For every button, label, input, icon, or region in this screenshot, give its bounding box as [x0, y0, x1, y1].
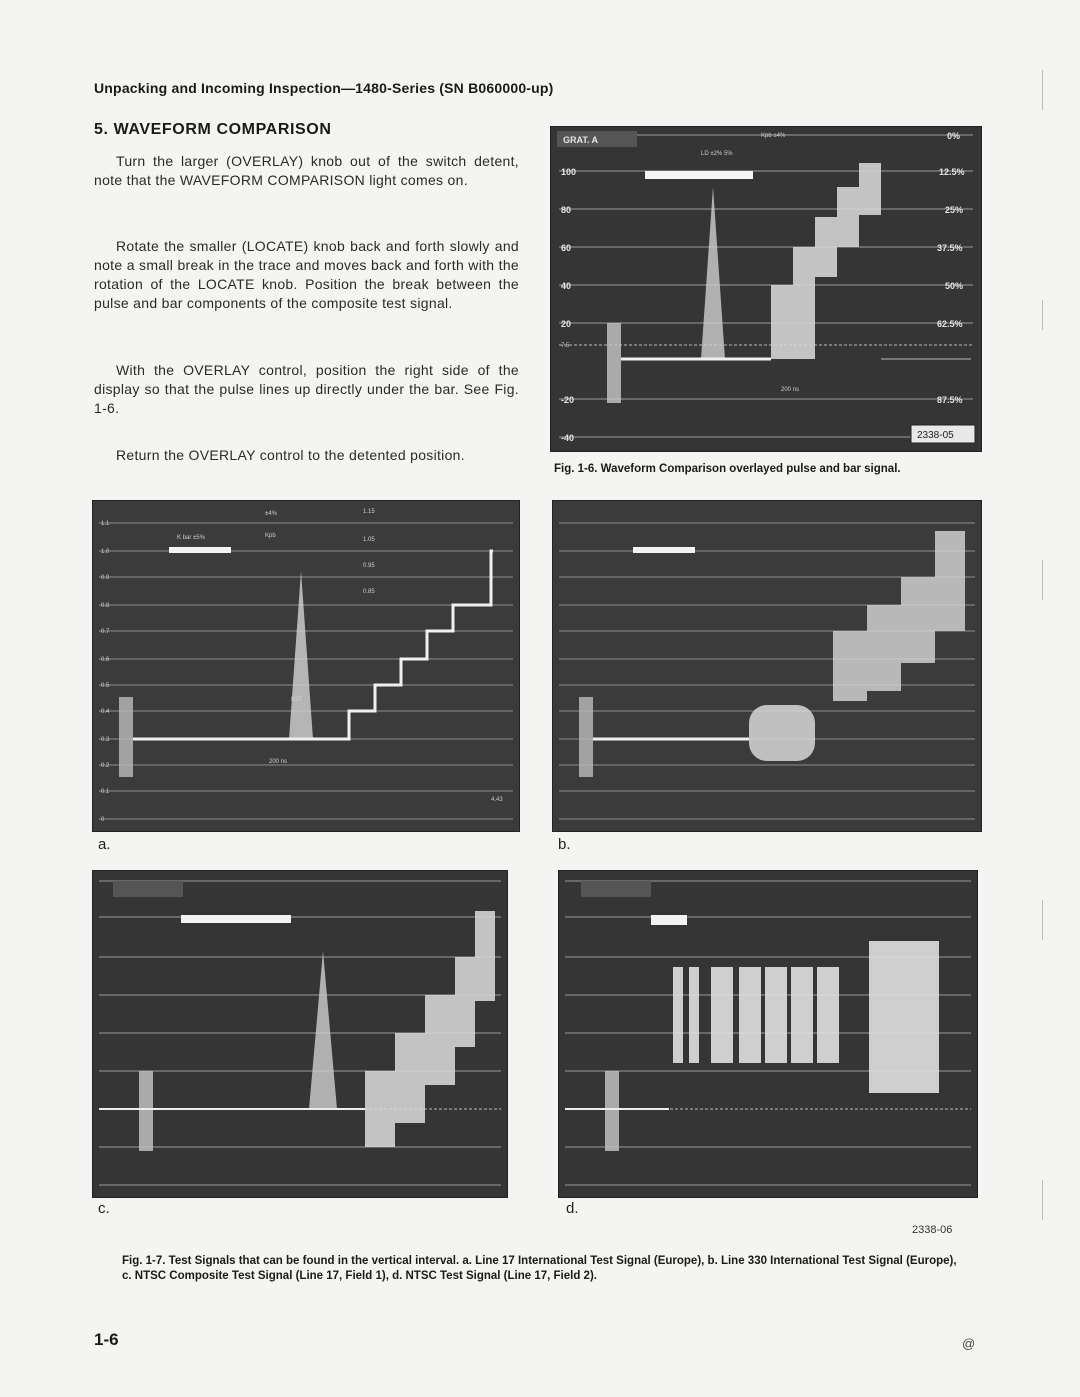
pct-62-5: 62.5% [937, 319, 963, 329]
pal-0-95: 0.95 [363, 563, 375, 569]
pal-4-43: 4.43 [491, 797, 503, 803]
kpb-tol-label: ±4% [265, 511, 277, 517]
pal-scale-1-0: 1.0 [101, 549, 110, 555]
pal-0-85: 0.85 [363, 589, 375, 595]
footer-symbol: @ [962, 1336, 976, 1351]
figure-1-7-id: 2338-06 [912, 1224, 953, 1236]
pct-37-5: 37.5% [937, 243, 963, 253]
time-label: 200 ns [781, 387, 800, 393]
pal-scale-0-2: 0.2 [101, 763, 110, 769]
scale-20: 20 [561, 319, 572, 329]
margin-mark [1042, 1180, 1043, 1220]
pal-scale-0-3: 0.3 [101, 737, 110, 743]
panel-b-label: b. [558, 836, 571, 853]
paragraph-1-text: Turn the larger (OVERLAY) knob out of the switch detent, note that the WAVEFORM COMPARISON light comes on. [94, 153, 519, 188]
pct-50: 50% [945, 281, 964, 291]
scale-80: 80 [561, 205, 572, 215]
pal-scale-0-6: 0.6 [101, 657, 110, 663]
kpb-label: Kpb ±4% [761, 133, 786, 139]
scale-7-5: 7.5 [561, 343, 570, 349]
scale-100: 100 [561, 167, 577, 177]
scale-40: 40 [561, 281, 572, 291]
pal-scale-0-9: 0.9 [101, 575, 110, 581]
margin-mark [1042, 300, 1043, 330]
figure-1-7a-scope-photo [92, 500, 520, 832]
pal-scale-0: 0 [101, 817, 105, 823]
pal-scale-0-7: 0.7 [101, 629, 110, 635]
k-bar-label: K bar ±5% [177, 535, 205, 541]
burst-trace [607, 323, 621, 403]
pal-scale-1-1: 1.1 [101, 521, 110, 527]
panel-c-label: c. [98, 1200, 110, 1217]
figure-1-7-caption: Fig. 1-7. Test Signals that can be found in the vertical interval. a. Line 17 International Test Signal (Europe), b. Line 330 International Test Signal (Europe), c. NTSC Composite Test Signal (Line 17, Field 1), d. NTSC Test Signal (Line 17, Field 2). [122, 1255, 957, 1282]
paragraph-2 [94, 237, 519, 313]
pct-25: 25% [945, 205, 964, 215]
paragraph-1 [94, 152, 519, 190]
pal-scale-0-1: 0.1 [101, 789, 110, 795]
pct-12-5: 12.5% [939, 167, 965, 177]
pal-1-15: 1.15 [363, 509, 375, 515]
paragraph-4-text: Return the OVERLAY control to the detented position. [116, 447, 465, 463]
paragraph-4 [94, 446, 519, 465]
bar-trace [645, 171, 753, 179]
grat-label: GRAT. A [563, 135, 598, 145]
paragraph-2-text: Rotate the smaller (LOCATE) knob back and forth slowly and note a small break in the trace and moves back and forth with the rotation of the LOCATE knob. Position the break between the pulse and bar components of the composite test signal. [94, 238, 519, 311]
pal-scale-0-5: 0.5 [101, 683, 110, 689]
panel-d-label: d. [566, 1200, 579, 1217]
scale-60: 60 [561, 243, 572, 253]
pct-0: 0% [947, 131, 961, 141]
scale-minus-40: -40 [561, 433, 575, 443]
figure-1-6-caption: Fig. 1-6. Waveform Comparison overlayed pulse and bar signal. [554, 463, 901, 475]
section-title: 5. WAVEFORM COMPARISON [94, 121, 332, 138]
figure-1-7c-scope-photo [92, 870, 508, 1198]
paragraph-3 [94, 361, 519, 418]
figure-id-badge: 2338-05 [917, 430, 954, 441]
margin-mark [1042, 70, 1043, 110]
page-header: Unpacking and Incoming Inspection—1480-Series (SN B060000-up) [94, 80, 554, 96]
panel-a-label: a. [98, 836, 111, 853]
paragraph-3-text: With the OVERLAY control, position the right side of the display so that the pulse lines up directly under the bar. See Fig. 1-6. [94, 362, 519, 416]
pct-87-5: 87.5% [937, 395, 963, 405]
scale-minus-20: -20 [561, 395, 575, 405]
figure-1-7b-scope-photo [552, 500, 982, 832]
ld-label: LD ±2% 5% [701, 151, 733, 157]
margin-mark [1042, 560, 1043, 600]
figure-1-7d-scope-photo [558, 870, 978, 1198]
pal-scale-0-8: 0.8 [101, 603, 110, 609]
kpb-label-pal: Kpb [265, 533, 276, 539]
pal-200ns: 200 ns [269, 759, 288, 765]
figure-1-6-scope-photo [550, 126, 982, 452]
page-number: 1-6 [94, 1330, 119, 1349]
pal-1-05: 1.05 [363, 537, 375, 543]
margin-mark [1042, 900, 1043, 940]
pal-scale-0-4: 0.4 [101, 709, 110, 715]
